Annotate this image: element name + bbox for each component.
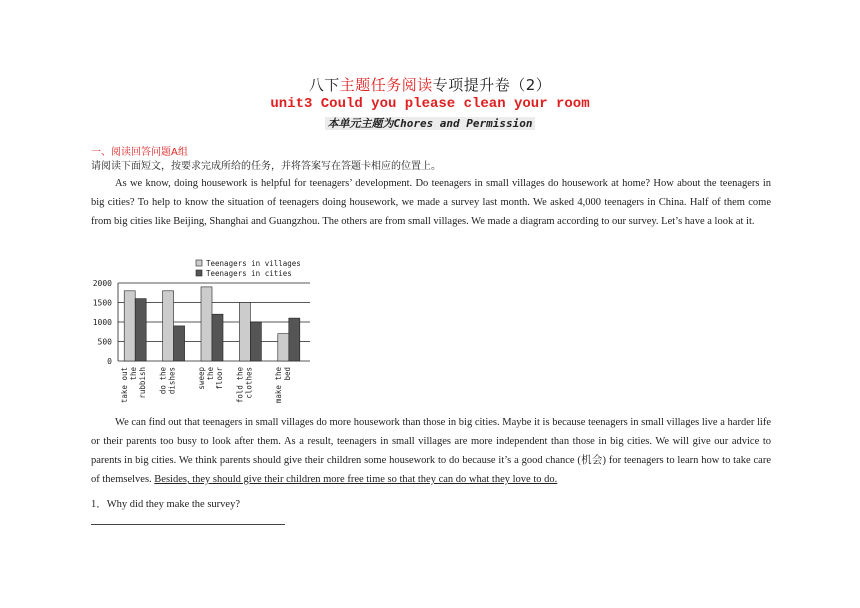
section-instruction: 请阅读下面短文，按要求完成所给的任务，并将答案写在答题卡相应的位置上。 [91,161,441,172]
bar [239,303,250,362]
y-tick-label: 0 [107,357,112,366]
x-tick-label: take out [120,367,130,404]
y-tick-label: 1500 [92,298,112,308]
underlined-sentence: Besides, they should give their children more free time so that they can do what they love to do. [154,474,558,485]
y-tick-label: 500 [97,337,112,347]
paragraph-2-text: We can find out that teenagers in small villages do more housework than those in big cities. Maybe it is because teenagers in small villages live a harder life or their parents too busy to look after them. As a result, teenagers in small villages are more independent than those in big cities. We will give our advice to parents in big cities. We think parents should give their children some housework to do because it’s a good chance (机会) for teenagers to learn how to take care of themselves. [91,417,771,485]
title-highlight: 主题任务阅读 [339,76,433,94]
x-tick-label: clothes [244,367,254,399]
y-tick-label: 2000 [92,279,112,288]
x-tick-label: do the [158,367,168,395]
legend-swatch [196,260,202,266]
bar [135,299,146,361]
question-1: 1．Why did they make the survey? [91,499,240,510]
x-tick-label: rubbish [138,367,148,399]
unit-subtitle: unit3 Could you please clean your room [270,96,590,112]
passage-paragraph-1: As we know, doing housework is helpful for teenagers’ development. Do teenagers in small villages do housework at home? How about the teenagers in big cities? To help to know the situation of teenagers doing housework, we made a survey last month. We asked 4,000 teenagers in China. Half of them come from big cities like Beijing, Shanghai and Guangzhou. The others are from small villages. We made a diagram according to our survey. Let’s have a look at it. [91,178,771,227]
section-heading: 一、阅读回答问题A组 [91,147,188,158]
bar [124,291,135,361]
bar [201,287,212,361]
x-tick-label: dishes [167,367,177,395]
x-tick-label: sweep [197,367,206,390]
answer-line[interactable] [91,524,285,525]
legend-swatch [196,270,202,276]
bar [163,291,174,361]
bar [278,334,289,361]
x-tick-label: fold the [235,367,245,404]
title-prefix: 八下 [308,76,340,94]
x-tick-label: floor [215,367,224,390]
x-tick-label: the [129,367,139,381]
x-tick-label: the [206,367,215,381]
bar [250,322,261,361]
bar [212,314,223,361]
unit-theme-text: 本单元主题为Chores and Permission [327,117,533,130]
legend-label: Teenagers in cities [206,269,292,278]
unit-theme [0,115,860,131]
y-tick-label: 1000 [92,318,112,327]
housework-bar-chart [88,252,328,412]
passage-paragraph-2 [91,413,771,489]
bar [174,326,185,361]
x-tick-label: bed [282,367,292,381]
x-tick-label: make the [273,367,283,404]
bar [289,318,300,361]
legend-label: Teenagers in villages [206,259,301,268]
page-title [0,74,860,95]
title-suffix: 专项提升卷（2） [432,76,552,94]
